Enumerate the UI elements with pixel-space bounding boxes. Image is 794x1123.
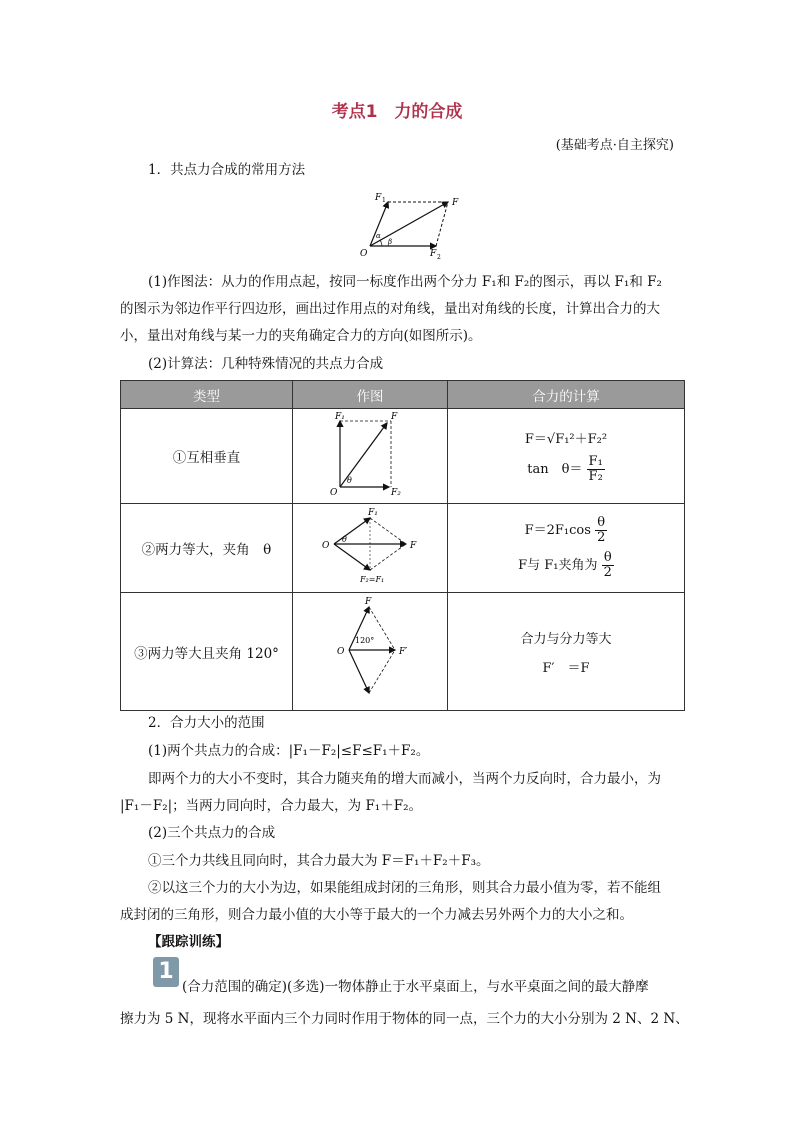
method1-line3: 小，量出对角线与某一力的夹角确定合力的方向(如图所示)。 xyxy=(120,328,482,344)
col-header-type: 类型 xyxy=(121,381,293,409)
row1-calc xyxy=(448,409,685,504)
fig1-f1: F₁ xyxy=(335,412,345,422)
method1-line1: (1)作图法：从力的作用点起，按同一标度作出两个分力 F₁和 F₂的图示，再以 F₁和 F₂ xyxy=(148,274,662,290)
practice-heading: 【跟踪训练】 xyxy=(148,934,229,950)
fig2-f2: F₂=F₁ xyxy=(360,575,385,584)
section2-p5-line2: 成封闭的三角形，则合力最小值的大小等于最大的一个力减去另外两个力的大小之和。 xyxy=(120,907,633,923)
row2-type: ②两力等大，夹角 θ xyxy=(121,504,293,593)
question-number: 1 xyxy=(153,957,179,987)
special-cases-table xyxy=(120,380,685,711)
row1-calc-magnitude: F＝√F₁²＋F₂² xyxy=(524,432,608,447)
fig2-o: O xyxy=(322,541,330,551)
fig2-f: F xyxy=(410,541,417,551)
fig1-o: O xyxy=(330,488,338,497)
method2-heading: (2)计算法：几种特殊情况的共点力合成 xyxy=(148,356,384,372)
row1-calc-tan-prefix: tan θ＝ xyxy=(527,462,583,477)
col-header-calc: 合力的计算 xyxy=(448,381,685,409)
row1-calc-num: F₁ xyxy=(588,454,603,469)
section2-p2-line2: |F₁－F₂|；当两力同向时，合力最大，为 F₁＋F₂。 xyxy=(120,798,423,814)
method1-line2: 的图示为邻边作平行四边形，画出过作用点的对角线，量出对角线的长度，计算出合力的大 xyxy=(120,301,660,317)
table-row xyxy=(121,504,685,593)
diag-f1-sub: 1 xyxy=(382,197,386,204)
table-row xyxy=(121,409,685,504)
row1-figure xyxy=(293,409,448,504)
diag-f-label: F xyxy=(452,198,459,208)
fig3-angle: 120° xyxy=(355,635,375,645)
row2-calc2-den: 2 xyxy=(603,565,612,580)
diag-beta: β xyxy=(388,238,393,246)
row2-calc1-prefix: F＝2F₁cos xyxy=(524,523,591,538)
diag-o-label: O xyxy=(360,249,368,259)
diag-f2-sub: 2 xyxy=(437,254,441,261)
row3-calc1: 合力与分力等大 xyxy=(520,631,612,647)
fig2-theta: θ xyxy=(342,535,347,544)
row3-figure xyxy=(293,593,448,711)
row1-type: ①互相垂直 xyxy=(121,409,293,504)
diag-f1-label: F xyxy=(375,193,382,203)
row2-calc2-prefix: F与 F₁夹角为 xyxy=(518,558,598,573)
page-title: 考点1 力的合成 xyxy=(331,102,463,122)
120-degree-diagram xyxy=(325,595,415,705)
fig3-o: O xyxy=(337,646,345,657)
row3-calc2: F′ ＝F xyxy=(542,660,590,676)
row3-type: ③两力等大且夹角 120° xyxy=(121,593,293,711)
fig1-theta: θ xyxy=(347,476,352,485)
fig2-f1: F₁ xyxy=(368,508,378,518)
row2-calc2-num: θ xyxy=(602,551,614,566)
section2-p4: ①三个力共线且同向时，其合力最大为 F＝F₁＋F₂＋F₃。 xyxy=(148,853,490,869)
row3-calc xyxy=(448,593,685,711)
fig1-f2: F₂ xyxy=(391,488,401,497)
parallelogram-diagram xyxy=(360,188,470,262)
col-header-fig: 作图 xyxy=(293,381,448,409)
fig3-fprime: F′ xyxy=(399,646,408,657)
section2-p3: (2)三个共点力的合成 xyxy=(148,825,276,841)
section2-p1: (1)两个共点力的合成：|F₁－F₂|≤F≤F₁＋F₂。 xyxy=(148,743,430,759)
section2-heading: 2．合力大小的范围 xyxy=(148,715,265,731)
section1-heading: 1．共点力合成的常用方法 xyxy=(148,162,306,178)
section-tag: (基础考点·自主探究) xyxy=(555,138,674,153)
question-badge xyxy=(153,957,179,987)
fig3-f: F xyxy=(365,596,372,607)
table-row xyxy=(121,593,685,711)
equal-forces-diagram xyxy=(320,506,420,586)
fig1-f: F xyxy=(391,412,398,422)
row2-calc xyxy=(448,504,685,593)
row1-calc-den: F₂ xyxy=(588,469,603,484)
diag-f2-label: F xyxy=(430,249,437,259)
row2-figure xyxy=(293,504,448,593)
question-line1: (合力范围的确定)(多选)一物体静止于水平桌面上，与水平桌面之间的最大静摩 xyxy=(182,979,649,995)
perpendicular-diagram xyxy=(325,411,415,497)
question-line2: 擦力为 5 N，现将水平面内三个力同时作用于物体的同一点，三个力的大小分别为 2 N、2 N、 xyxy=(120,1011,689,1027)
section2-p2-line1: 即两个力的大小不变时，其合力随夹角的增大而减小，当两个力反向时，合力最小，为 xyxy=(148,771,661,787)
diag-alpha: α xyxy=(376,232,381,240)
row2-calc1-num: θ xyxy=(595,516,607,531)
section2-p5-line1: ②以这三个力的大小为边，如果能组成封闭的三角形，则其合力最小值为零，若不能组 xyxy=(148,880,661,896)
row2-calc1-den: 2 xyxy=(597,530,606,545)
